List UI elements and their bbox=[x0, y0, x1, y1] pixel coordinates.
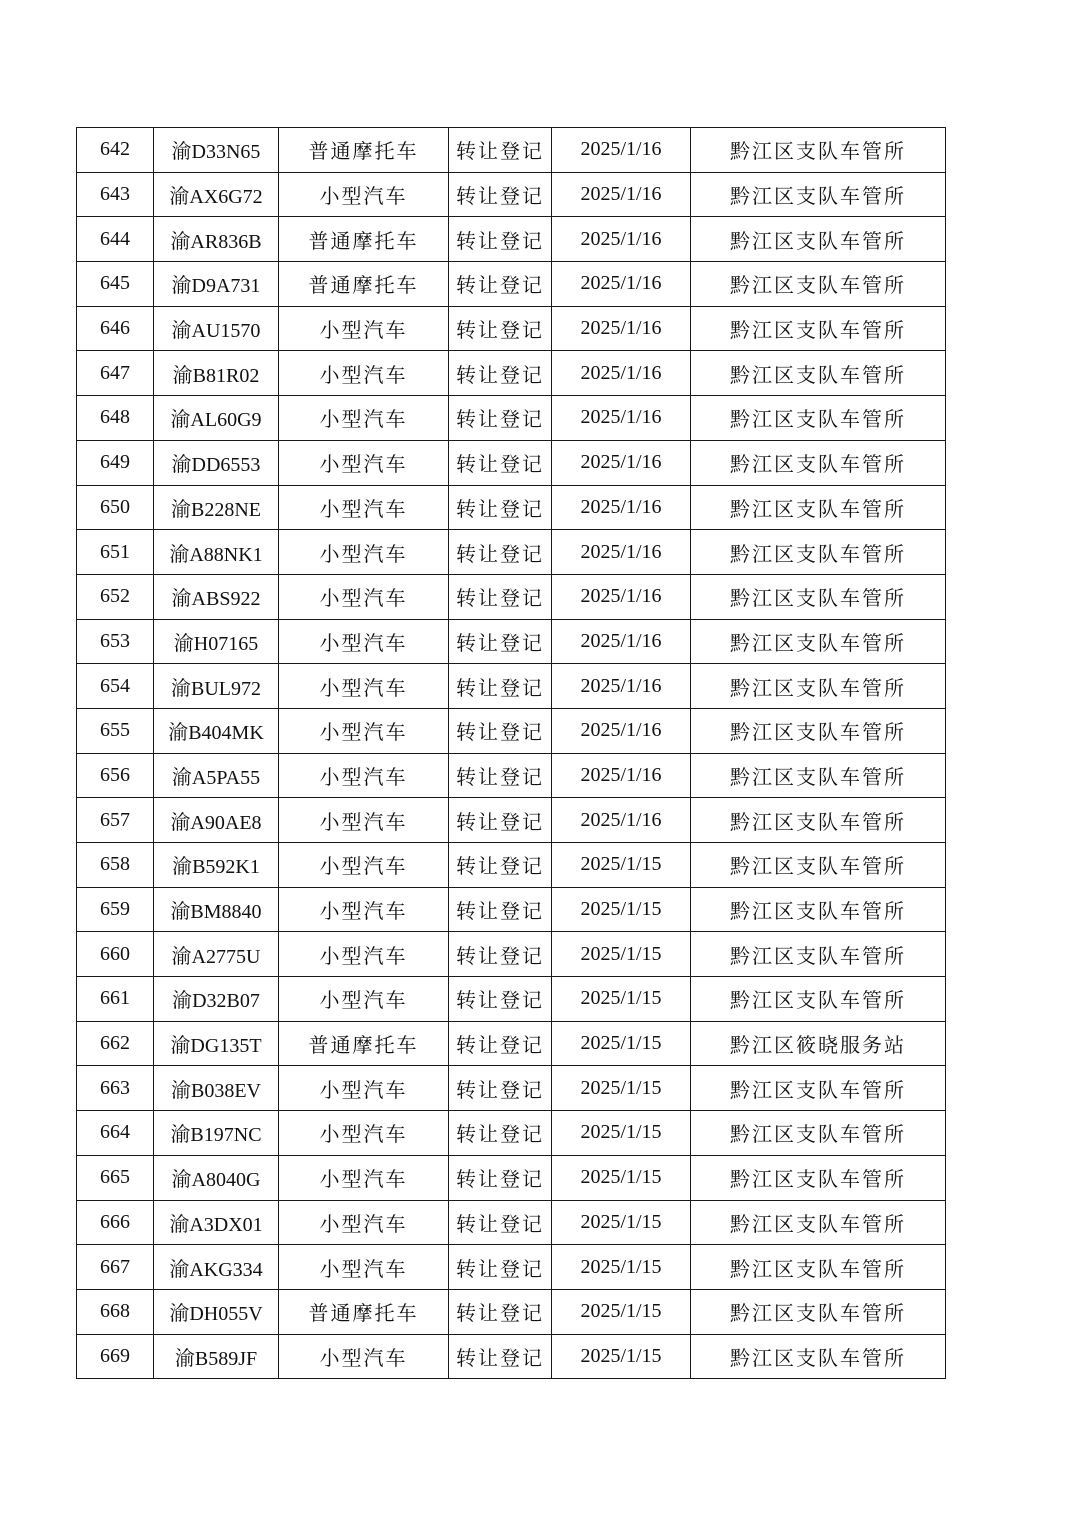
business-type: 转让登记 bbox=[449, 128, 552, 173]
table-row bbox=[77, 351, 946, 396]
transaction-date: 2025/1/15 bbox=[552, 1155, 691, 1200]
business-type: 转让登记 bbox=[449, 530, 552, 575]
transaction-date: 2025/1/16 bbox=[552, 798, 691, 843]
record-number: 667 bbox=[77, 1245, 154, 1290]
table-row bbox=[77, 1200, 946, 1245]
table-row bbox=[77, 932, 946, 977]
business-type: 转让登记 bbox=[449, 1245, 552, 1290]
plate-number: 渝B038EV bbox=[154, 1066, 279, 1111]
business-type: 转让登记 bbox=[449, 485, 552, 530]
transaction-date: 2025/1/16 bbox=[552, 396, 691, 441]
handling-office: 黔江区支队车管所 bbox=[691, 262, 946, 307]
record-number: 647 bbox=[77, 351, 154, 396]
records-table bbox=[76, 127, 946, 1379]
plate-number: 渝DD6553 bbox=[154, 440, 279, 485]
vehicle-type: 小型汽车 bbox=[279, 574, 449, 619]
record-number: 666 bbox=[77, 1200, 154, 1245]
handling-office: 黔江区支队车管所 bbox=[691, 1245, 946, 1290]
vehicle-type: 小型汽车 bbox=[279, 977, 449, 1022]
handling-office: 黔江区支队车管所 bbox=[691, 798, 946, 843]
business-type: 转让登记 bbox=[449, 1155, 552, 1200]
business-type: 转让登记 bbox=[449, 440, 552, 485]
record-number: 660 bbox=[77, 932, 154, 977]
handling-office: 黔江区支队车管所 bbox=[691, 217, 946, 262]
vehicle-type: 普通摩托车 bbox=[279, 217, 449, 262]
table-row bbox=[77, 485, 946, 530]
vehicle-type: 小型汽车 bbox=[279, 932, 449, 977]
plate-number: 渝A5PA55 bbox=[154, 753, 279, 798]
business-type: 转让登记 bbox=[449, 977, 552, 1022]
record-number: 662 bbox=[77, 1021, 154, 1066]
table-row bbox=[77, 1111, 946, 1156]
vehicle-type: 普通摩托车 bbox=[279, 128, 449, 173]
transaction-date: 2025/1/15 bbox=[552, 843, 691, 888]
vehicle-type: 小型汽车 bbox=[279, 1155, 449, 1200]
vehicle-type: 小型汽车 bbox=[279, 440, 449, 485]
record-number: 664 bbox=[77, 1111, 154, 1156]
plate-number: 渝AU1570 bbox=[154, 306, 279, 351]
record-number: 650 bbox=[77, 485, 154, 530]
record-number: 668 bbox=[77, 1289, 154, 1334]
table-row bbox=[77, 396, 946, 441]
vehicle-type: 小型汽车 bbox=[279, 530, 449, 575]
record-number: 653 bbox=[77, 619, 154, 664]
vehicle-type: 小型汽车 bbox=[279, 485, 449, 530]
handling-office: 黔江区支队车管所 bbox=[691, 1289, 946, 1334]
handling-office: 黔江区支队车管所 bbox=[691, 440, 946, 485]
handling-office: 黔江区支队车管所 bbox=[691, 1111, 946, 1156]
vehicle-type: 小型汽车 bbox=[279, 798, 449, 843]
business-type: 转让登记 bbox=[449, 1289, 552, 1334]
plate-number: 渝B404MK bbox=[154, 708, 279, 753]
vehicle-type: 小型汽车 bbox=[279, 1200, 449, 1245]
business-type: 转让登记 bbox=[449, 172, 552, 217]
plate-number: 渝AX6G72 bbox=[154, 172, 279, 217]
handling-office: 黔江区支队车管所 bbox=[691, 574, 946, 619]
handling-office: 黔江区支队车管所 bbox=[691, 753, 946, 798]
plate-number: 渝A8040G bbox=[154, 1155, 279, 1200]
handling-office: 黔江区支队车管所 bbox=[691, 932, 946, 977]
plate-number: 渝ABS922 bbox=[154, 574, 279, 619]
handling-office: 黔江区支队车管所 bbox=[691, 1334, 946, 1379]
record-number: 644 bbox=[77, 217, 154, 262]
record-number: 648 bbox=[77, 396, 154, 441]
plate-number: 渝B589JF bbox=[154, 1334, 279, 1379]
record-number: 655 bbox=[77, 708, 154, 753]
plate-number: 渝B228NE bbox=[154, 485, 279, 530]
record-number: 652 bbox=[77, 574, 154, 619]
business-type: 转让登记 bbox=[449, 1111, 552, 1156]
transaction-date: 2025/1/15 bbox=[552, 1289, 691, 1334]
table-row bbox=[77, 887, 946, 932]
plate-number: 渝AKG334 bbox=[154, 1245, 279, 1290]
table-row bbox=[77, 217, 946, 262]
record-number: 651 bbox=[77, 530, 154, 575]
business-type: 转让登记 bbox=[449, 217, 552, 262]
business-type: 转让登记 bbox=[449, 396, 552, 441]
transaction-date: 2025/1/16 bbox=[552, 619, 691, 664]
handling-office: 黔江区支队车管所 bbox=[691, 1066, 946, 1111]
business-type: 转让登记 bbox=[449, 887, 552, 932]
plate-number: 渝DH055V bbox=[154, 1289, 279, 1334]
table-row bbox=[77, 977, 946, 1022]
transaction-date: 2025/1/15 bbox=[552, 1200, 691, 1245]
record-number: 645 bbox=[77, 262, 154, 307]
vehicle-type: 小型汽车 bbox=[279, 1334, 449, 1379]
table-row bbox=[77, 1245, 946, 1290]
table-row bbox=[77, 843, 946, 888]
business-type: 转让登记 bbox=[449, 351, 552, 396]
record-number: 669 bbox=[77, 1334, 154, 1379]
transaction-date: 2025/1/15 bbox=[552, 887, 691, 932]
table-row bbox=[77, 1334, 946, 1379]
table-row bbox=[77, 172, 946, 217]
table-row bbox=[77, 1066, 946, 1111]
handling-office: 黔江区支队车管所 bbox=[691, 396, 946, 441]
handling-office: 黔江区支队车管所 bbox=[691, 887, 946, 932]
handling-office: 黔江区筱晓服务站 bbox=[691, 1021, 946, 1066]
handling-office: 黔江区支队车管所 bbox=[691, 306, 946, 351]
table-row bbox=[77, 619, 946, 664]
transaction-date: 2025/1/15 bbox=[552, 1111, 691, 1156]
vehicle-type: 小型汽车 bbox=[279, 708, 449, 753]
record-number: 656 bbox=[77, 753, 154, 798]
record-number: 665 bbox=[77, 1155, 154, 1200]
transaction-date: 2025/1/16 bbox=[552, 440, 691, 485]
business-type: 转让登记 bbox=[449, 1334, 552, 1379]
vehicle-type: 小型汽车 bbox=[279, 664, 449, 709]
record-number: 657 bbox=[77, 798, 154, 843]
table-row bbox=[77, 530, 946, 575]
plate-number: 渝AR836B bbox=[154, 217, 279, 262]
plate-number: 渝BM8840 bbox=[154, 887, 279, 932]
plate-number: 渝A2775U bbox=[154, 932, 279, 977]
record-number: 643 bbox=[77, 172, 154, 217]
table-row bbox=[77, 664, 946, 709]
transaction-date: 2025/1/16 bbox=[552, 664, 691, 709]
business-type: 转让登记 bbox=[449, 1200, 552, 1245]
table-row bbox=[77, 753, 946, 798]
table-row bbox=[77, 306, 946, 351]
vehicle-type: 小型汽车 bbox=[279, 753, 449, 798]
plate-number: 渝B592K1 bbox=[154, 843, 279, 888]
plate-number: 渝A3DX01 bbox=[154, 1200, 279, 1245]
business-type: 转让登记 bbox=[449, 708, 552, 753]
plate-number: 渝D9A731 bbox=[154, 262, 279, 307]
transaction-date: 2025/1/16 bbox=[552, 753, 691, 798]
vehicle-type: 小型汽车 bbox=[279, 887, 449, 932]
record-number: 654 bbox=[77, 664, 154, 709]
record-number: 642 bbox=[77, 128, 154, 173]
business-type: 转让登记 bbox=[449, 753, 552, 798]
plate-number: 渝B81R02 bbox=[154, 351, 279, 396]
handling-office: 黔江区支队车管所 bbox=[691, 128, 946, 173]
transaction-date: 2025/1/16 bbox=[552, 708, 691, 753]
record-number: 659 bbox=[77, 887, 154, 932]
vehicle-type: 小型汽车 bbox=[279, 1111, 449, 1156]
business-type: 转让登记 bbox=[449, 262, 552, 307]
transaction-date: 2025/1/16 bbox=[552, 128, 691, 173]
plate-number: 渝DG135T bbox=[154, 1021, 279, 1066]
record-number: 658 bbox=[77, 843, 154, 888]
business-type: 转让登记 bbox=[449, 1021, 552, 1066]
record-number: 649 bbox=[77, 440, 154, 485]
table-row bbox=[77, 574, 946, 619]
plate-number: 渝D33N65 bbox=[154, 128, 279, 173]
table-row bbox=[77, 1289, 946, 1334]
handling-office: 黔江区支队车管所 bbox=[691, 619, 946, 664]
handling-office: 黔江区支队车管所 bbox=[691, 664, 946, 709]
vehicle-type: 普通摩托车 bbox=[279, 262, 449, 307]
transaction-date: 2025/1/16 bbox=[552, 485, 691, 530]
vehicle-type: 小型汽车 bbox=[279, 172, 449, 217]
handling-office: 黔江区支队车管所 bbox=[691, 977, 946, 1022]
plate-number: 渝D32B07 bbox=[154, 977, 279, 1022]
vehicle-type: 小型汽车 bbox=[279, 396, 449, 441]
transaction-date: 2025/1/16 bbox=[552, 172, 691, 217]
handling-office: 黔江区支队车管所 bbox=[691, 351, 946, 396]
business-type: 转让登记 bbox=[449, 843, 552, 888]
vehicle-type: 普通摩托车 bbox=[279, 1289, 449, 1334]
vehicle-type: 普通摩托车 bbox=[279, 1021, 449, 1066]
vehicle-type: 小型汽车 bbox=[279, 306, 449, 351]
table-row bbox=[77, 798, 946, 843]
vehicle-type: 小型汽车 bbox=[279, 1066, 449, 1111]
vehicle-type: 小型汽车 bbox=[279, 843, 449, 888]
business-type: 转让登记 bbox=[449, 574, 552, 619]
record-number: 661 bbox=[77, 977, 154, 1022]
transaction-date: 2025/1/16 bbox=[552, 262, 691, 307]
vehicle-type: 小型汽车 bbox=[279, 1245, 449, 1290]
table-row bbox=[77, 262, 946, 307]
handling-office: 黔江区支队车管所 bbox=[691, 530, 946, 575]
business-type: 转让登记 bbox=[449, 932, 552, 977]
table-row bbox=[77, 440, 946, 485]
handling-office: 黔江区支队车管所 bbox=[691, 843, 946, 888]
plate-number: 渝H07165 bbox=[154, 619, 279, 664]
business-type: 转让登记 bbox=[449, 306, 552, 351]
handling-office: 黔江区支队车管所 bbox=[691, 485, 946, 530]
transaction-date: 2025/1/15 bbox=[552, 1066, 691, 1111]
transaction-date: 2025/1/16 bbox=[552, 530, 691, 575]
business-type: 转让登记 bbox=[449, 798, 552, 843]
handling-office: 黔江区支队车管所 bbox=[691, 172, 946, 217]
handling-office: 黔江区支队车管所 bbox=[691, 1200, 946, 1245]
record-number: 663 bbox=[77, 1066, 154, 1111]
plate-number: 渝A88NK1 bbox=[154, 530, 279, 575]
transaction-date: 2025/1/15 bbox=[552, 1245, 691, 1290]
records-body bbox=[77, 128, 946, 1379]
transaction-date: 2025/1/16 bbox=[552, 217, 691, 262]
business-type: 转让登记 bbox=[449, 619, 552, 664]
transaction-date: 2025/1/15 bbox=[552, 1334, 691, 1379]
transaction-date: 2025/1/15 bbox=[552, 1021, 691, 1066]
business-type: 转让登记 bbox=[449, 1066, 552, 1111]
transaction-date: 2025/1/16 bbox=[552, 351, 691, 396]
vehicle-type: 小型汽车 bbox=[279, 619, 449, 664]
business-type: 转让登记 bbox=[449, 664, 552, 709]
plate-number: 渝BUL972 bbox=[154, 664, 279, 709]
table-row bbox=[77, 1155, 946, 1200]
transaction-date: 2025/1/16 bbox=[552, 306, 691, 351]
record-number: 646 bbox=[77, 306, 154, 351]
handling-office: 黔江区支队车管所 bbox=[691, 1155, 946, 1200]
transaction-date: 2025/1/15 bbox=[552, 932, 691, 977]
plate-number: 渝B197NC bbox=[154, 1111, 279, 1156]
transaction-date: 2025/1/16 bbox=[552, 574, 691, 619]
plate-number: 渝A90AE8 bbox=[154, 798, 279, 843]
table-row bbox=[77, 1021, 946, 1066]
plate-number: 渝AL60G9 bbox=[154, 396, 279, 441]
table-row bbox=[77, 128, 946, 173]
table-row bbox=[77, 708, 946, 753]
transaction-date: 2025/1/15 bbox=[552, 977, 691, 1022]
handling-office: 黔江区支队车管所 bbox=[691, 708, 946, 753]
vehicle-type: 小型汽车 bbox=[279, 351, 449, 396]
